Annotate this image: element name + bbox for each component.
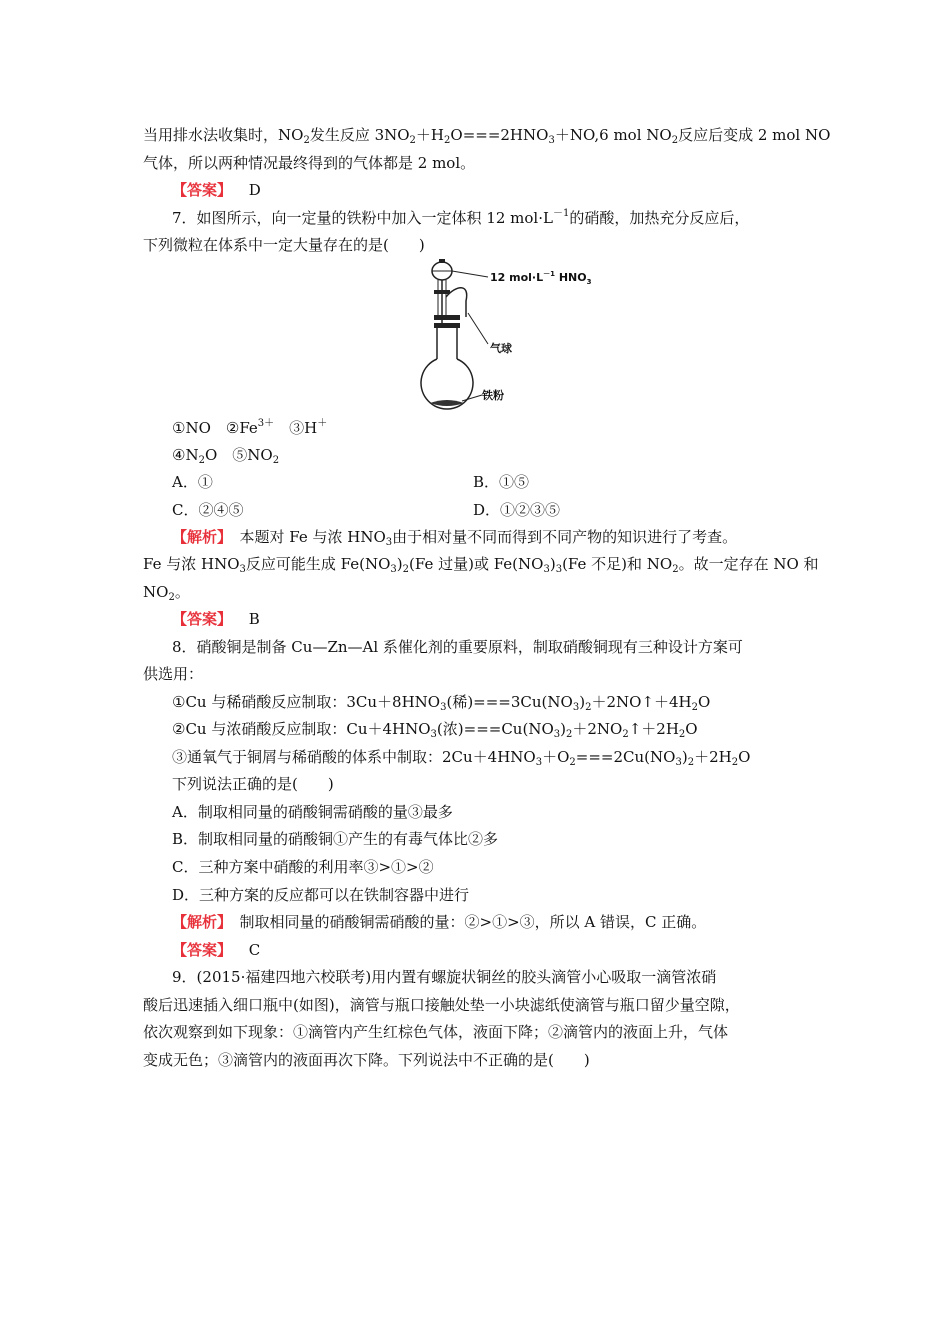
- option-d: D．三种方案的反应都可以在铁制容器中进行: [172, 886, 470, 904]
- question-line: 供选用：: [143, 665, 204, 683]
- explanation-tag: 【解析】: [172, 528, 225, 546]
- answer-tag: 【答案】: [172, 181, 233, 199]
- answer-value: C: [248, 941, 261, 959]
- answer-line: [172, 608, 260, 630]
- question-line: 下列微粒在体系中一定大量存在的是( ): [143, 236, 425, 254]
- option-c: C．三种方案中硝酸的利用率③>①>②: [172, 858, 434, 876]
- method-line: ①Cu 与稀硝酸反应制取：$3Cu+8HNO_3$(稀)$===3Cu(NO_3)_2+2NO↑+4H_2O$: [172, 693, 711, 713]
- method-line: ③通氧气于铜屑与稀硝酸的体系中制取：$2Cu+4HNO_3+O_2===2Cu(NO_3)_2+2H_2O$: [172, 748, 751, 768]
- balloon-label: 气球: [490, 342, 512, 355]
- items-line: ①NO $②Fe^{3+}$ ③H＋: [172, 418, 328, 437]
- items-line: $④N_2O$ $⑤NO_2$: [172, 446, 280, 466]
- option-b: B．①⑤: [473, 473, 530, 491]
- method-line: ②Cu 与浓硝酸反应制取：$Cu+4HNO_3$(浓)$===Cu(NO_3)_2+2NO_2↑+2H_2O$: [172, 720, 698, 740]
- question-line: 依次观察到如下现象：①滴管内产生红棕色气体，液面下降；②滴管内的液面上升，气体: [143, 1023, 729, 1041]
- question-line: 8．硝酸铜是制备 Cu—Zn—Al 系催化剂的重要原料，制取硝酸铜现有三种设计方案可: [172, 638, 743, 656]
- question-stem: 下列说法正确的是( ): [172, 775, 334, 793]
- iron-powder-label: 铁粉: [482, 389, 504, 402]
- explanation-line: 【解析】 制取相同量的硝酸铜需硝酸的量：②>①>③，所以 A 错误，C 正确。: [172, 913, 707, 931]
- answer-line: [172, 939, 260, 961]
- explanation-tag: 【解析】: [172, 913, 225, 931]
- question-line: 7．如图所示，向一定量的铁粉中加入一定体积 12 $mol\cdot L^{-1}$的硝酸，加热充分反应后，: [172, 208, 750, 227]
- text-line: 气体，所以两种情况最终得到的气体都是 2 mol。: [143, 154, 476, 172]
- apparatus-figure: [410, 257, 610, 412]
- text-line: 当用排水法收集时，$NO_2$发生反应 $3NO_2+H_2O===2HNO_3+NO,6$ mol $NO_2$反应后变成 2 mol NO: [143, 126, 831, 146]
- option-b: B．制取相同量的硝酸铜①产生的有毒气体比②多: [172, 830, 499, 848]
- option-a: A．制取相同量的硝酸铜需硝酸的量③最多: [172, 803, 453, 821]
- option-c: C．②④⑤: [172, 501, 244, 519]
- explanation-line: Fe 与浓 $HNO_3$反应可能生成 $Fe(NO_3)_2(Fe$ 过量)或 $Fe(NO_3)_3(Fe$ 不足)和 $NO_2$。故一定存在 NO 和: [143, 555, 819, 575]
- explanation-line: 【解析】 本题对 Fe 与浓 $HNO_3$由于相对量不同而得到不同产物的知识进行了考查。: [172, 528, 738, 548]
- question-line: 9．(2015·福建四地六校联考)用内置有螺旋状铜丝的胶头滴管小心吸取一滴管浓硝: [172, 968, 717, 986]
- acid-label: 12 $mol\cdot L^{-1}$ $HNO_3$: [490, 270, 592, 286]
- explanation-line: $NO_2$。: [143, 583, 190, 603]
- question-line: 酸后迅速插入细口瓶中(如图)，滴管与瓶口接触处垫一小块滤纸使滴管与瓶口留少量空隙，: [143, 996, 740, 1014]
- answer-line: [172, 179, 261, 201]
- answer-value: D: [248, 181, 261, 199]
- question-line: 变成无色；③滴管内的液面再次下降。下列说法中不正确的是( ): [143, 1051, 590, 1069]
- answer-value: B: [248, 610, 260, 628]
- answer-tag: 【答案】: [172, 941, 233, 959]
- option-d: D．①②③⑤: [473, 501, 561, 519]
- answer-tag: 【答案】: [172, 610, 233, 628]
- option-a: A．①: [172, 473, 213, 491]
- flask-apparatus-diagram: [410, 257, 610, 412]
